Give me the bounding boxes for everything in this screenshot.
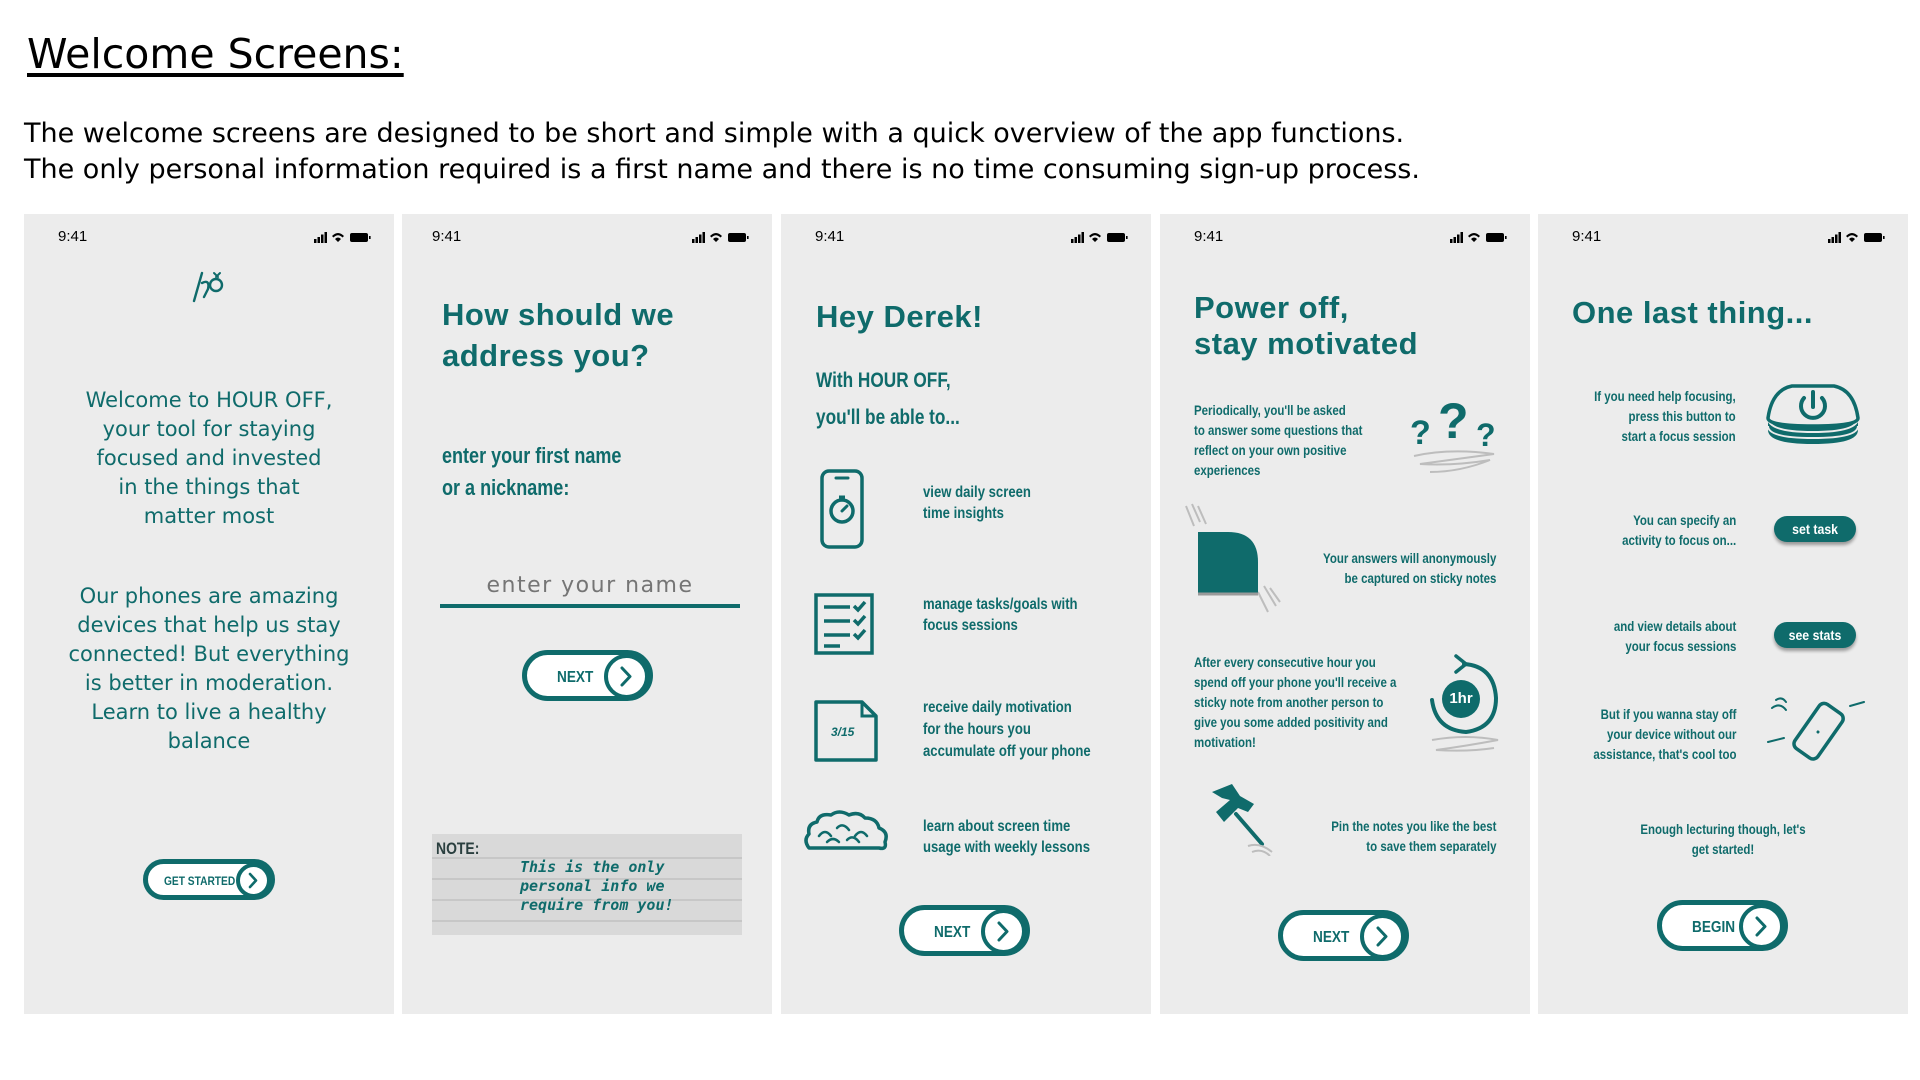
body-line: balance	[167, 729, 251, 753]
feature-line: receive daily motivation	[923, 699, 1072, 716]
body-line: devices that help us stay	[77, 613, 341, 637]
hour-badge-label: 1hr	[1442, 680, 1480, 718]
name-input[interactable]	[440, 566, 740, 608]
set-task-label: set task	[1792, 521, 1838, 537]
info-line: sticky note from another person to	[1194, 694, 1384, 710]
info-line: Pin the notes you like the best	[1330, 818, 1496, 834]
screen-title: Hey Derek!	[816, 299, 983, 334]
note-line: personal info we	[520, 877, 665, 895]
next-button[interactable]	[522, 650, 653, 701]
begin-label: BEGIN	[1692, 919, 1736, 936]
body-line: is better in moderation.	[84, 671, 334, 695]
feature-text	[923, 594, 1078, 636]
checklist-icon	[814, 593, 874, 655]
status-bar	[1538, 228, 1908, 248]
feature-line: focus sessions	[923, 617, 1018, 634]
see-stats-button[interactable]	[1774, 622, 1856, 648]
svg-text:?: ?	[1410, 414, 1431, 452]
screen-subtitle	[816, 362, 960, 436]
welcome-screen-2	[402, 214, 772, 1014]
set-task-button[interactable]	[1774, 516, 1856, 542]
info-block	[1323, 548, 1496, 588]
question-marks-icon	[1410, 394, 1510, 476]
info-line: motivation!	[1194, 734, 1256, 750]
see-stats-label: see stats	[1788, 627, 1842, 643]
feature-text	[923, 482, 1031, 524]
info-line: After every consecutive hour you	[1194, 654, 1376, 670]
feature-line: accumulate off your phone	[923, 743, 1091, 760]
feature-line: manage tasks/goals with	[923, 596, 1078, 613]
info-line: But if you wanna stay off	[1600, 706, 1736, 722]
welcome-line: Welcome to HOUR OFF,	[85, 388, 333, 412]
hour-off-logo-icon	[190, 267, 228, 305]
body-line: Learn to live a healthy	[91, 700, 327, 724]
status-bar	[781, 228, 1151, 248]
info-line: give you some added positivity and	[1194, 714, 1388, 730]
phone-off-icon	[1766, 692, 1866, 772]
info-line: start a focus session	[1621, 428, 1736, 444]
info-line: Periodically, you'll be asked	[1194, 402, 1346, 418]
closing-line: Enough lecturing though, let's	[1640, 821, 1806, 837]
chevron-right-icon	[1739, 904, 1784, 949]
welcome-screen-4	[1160, 214, 1530, 1014]
sticky-note-icon	[814, 700, 878, 762]
status-time: 9:41	[432, 228, 462, 245]
status-bar	[24, 228, 394, 248]
info-line: be captured on sticky notes	[1344, 570, 1496, 586]
next-label: NEXT	[934, 924, 971, 941]
status-icons	[692, 231, 750, 243]
feature-text	[923, 697, 1091, 763]
screen-title	[1194, 290, 1418, 362]
sticky-note-shape-icon	[1184, 502, 1284, 620]
intro-text	[24, 116, 1420, 188]
info-line: press this button to	[1628, 408, 1736, 424]
feature-line: usage with weekly lessons	[923, 839, 1090, 856]
welcome-screen-5	[1538, 214, 1908, 1014]
closing-line: get started!	[1691, 841, 1755, 857]
welcome-line: your tool for staying	[102, 417, 316, 441]
status-icons	[1450, 231, 1508, 243]
status-bar	[402, 228, 772, 248]
info-block	[1194, 400, 1362, 480]
welcome-body	[24, 582, 394, 756]
info-line: your device without our	[1606, 726, 1736, 742]
info-block	[1594, 386, 1736, 446]
welcome-line: in the things that	[118, 475, 300, 499]
chevron-right-icon	[1360, 914, 1405, 959]
info-line: If you need help focusing,	[1594, 388, 1736, 404]
get-started-button[interactable]	[143, 859, 275, 900]
status-time: 9:41	[815, 228, 845, 245]
info-line: You can specify an	[1632, 512, 1736, 528]
page-title: Welcome Screens:	[27, 30, 404, 78]
info-block	[1614, 616, 1736, 656]
info-block	[1593, 704, 1736, 764]
svg-text:?: ?	[1438, 394, 1469, 449]
screen-title: One last thing...	[1572, 295, 1814, 330]
hour-badge	[1422, 654, 1506, 760]
info-block	[1331, 816, 1496, 856]
feature-line: view daily screen	[923, 484, 1031, 501]
welcome-screen-3	[781, 214, 1151, 1014]
begin-button[interactable]	[1657, 900, 1788, 951]
info-line: and view details about	[1613, 618, 1736, 634]
status-icons	[314, 231, 372, 243]
title-line: address you?	[442, 338, 650, 373]
status-icons	[1071, 231, 1129, 243]
prompt-line: enter your first name	[442, 443, 622, 468]
next-label: NEXT	[557, 669, 594, 686]
title-line: How should we	[442, 297, 675, 332]
status-bar	[1160, 228, 1530, 248]
feature-line: for the hours you	[923, 721, 1031, 738]
note-line: This is the only	[520, 858, 665, 876]
status-time: 9:41	[1194, 228, 1224, 245]
status-time: 9:41	[58, 228, 88, 245]
brain-icon	[803, 810, 891, 852]
intro-line: The only personal information required is a first name and there is no time consuming sign-up process.	[24, 154, 1420, 185]
welcome-screen-1	[24, 214, 394, 1014]
intro-line: The welcome screens are designed to be short and simple with a quick overview of the app functions.	[24, 118, 1405, 149]
next-button[interactable]	[899, 905, 1030, 956]
note-label: NOTE:	[436, 839, 480, 858]
welcome-message	[24, 386, 394, 531]
title-line: Power off,	[1194, 290, 1349, 325]
info-line: activity to focus on...	[1621, 532, 1736, 548]
svg-text:?: ?	[1476, 417, 1496, 453]
info-block	[1622, 510, 1736, 550]
info-line: to answer some questions that	[1194, 422, 1363, 438]
info-line: reflect on your own positive	[1194, 442, 1347, 458]
feature-text	[923, 816, 1090, 858]
info-line: experiences	[1194, 462, 1261, 478]
prompt-line: or a nickname:	[442, 475, 570, 500]
chevron-right-icon	[236, 863, 271, 898]
welcome-line: focused and invested	[96, 446, 322, 470]
info-line: your focus sessions	[1624, 638, 1736, 654]
title-line: stay motivated	[1194, 326, 1419, 361]
phone-timer-icon	[819, 468, 865, 550]
chevron-right-icon	[604, 654, 649, 699]
body-line: Our phones are amazing	[79, 584, 339, 608]
feature-line: learn about screen time	[923, 818, 1071, 835]
note-line: require from you!	[520, 896, 674, 914]
get-started-label: GET STARTED	[164, 874, 236, 888]
pushpin-icon	[1210, 782, 1276, 856]
subtitle-line: With HOUR OFF,	[816, 369, 951, 392]
focus-power-button-icon[interactable]	[1764, 382, 1862, 448]
info-line: spend off your phone you'll receive a	[1194, 674, 1397, 690]
note-card	[432, 834, 742, 935]
feature-line: time insights	[923, 505, 1004, 522]
sticky-note-date: 3/15	[831, 725, 855, 739]
status-icons	[1828, 231, 1886, 243]
info-block	[1194, 652, 1396, 752]
note-text	[520, 858, 674, 915]
name-prompt	[442, 440, 621, 504]
closing-text	[1571, 819, 1874, 859]
subtitle-line: you'll be able to...	[816, 406, 960, 429]
screen-title	[442, 294, 674, 376]
next-label: NEXT	[1313, 929, 1350, 946]
next-button[interactable]	[1278, 910, 1409, 961]
info-line: assistance, that's cool too	[1592, 746, 1736, 762]
status-time: 9:41	[1572, 228, 1602, 245]
welcome-line: matter most	[143, 504, 275, 528]
chevron-right-icon	[981, 909, 1026, 954]
info-line: to save them separately	[1365, 838, 1496, 854]
body-line: connected! But everything	[68, 642, 350, 666]
info-line: Your answers will anonymously	[1322, 550, 1496, 566]
